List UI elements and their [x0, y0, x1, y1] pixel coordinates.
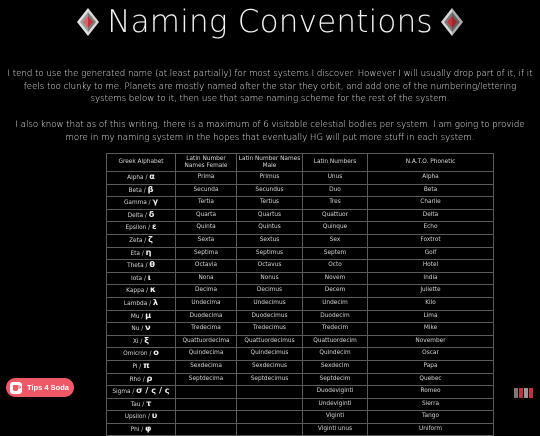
nato-cell: Kilo — [368, 297, 494, 310]
table-row — [107, 297, 494, 310]
greek-name: Beta / — [128, 187, 146, 194]
nato-cell: Tango — [368, 411, 494, 424]
greek-cell — [107, 386, 176, 399]
greek-cell — [107, 172, 176, 185]
number-cell: Septdecim — [303, 373, 368, 386]
male-cell: Duodecimus — [237, 310, 303, 323]
greek-cell — [107, 285, 176, 298]
greek-cell — [107, 184, 176, 197]
table-row — [107, 184, 494, 197]
female-cell — [176, 423, 237, 436]
greek-cell — [107, 323, 176, 336]
greek-symbol: σ / ς / ς — [136, 385, 170, 396]
nato-cell: Romeo — [368, 386, 494, 399]
greek-symbol: π — [143, 359, 150, 370]
female-cell: Duodecima — [176, 310, 237, 323]
nato-cell: India — [368, 272, 494, 285]
greek-cell — [107, 209, 176, 222]
greek-cell — [107, 197, 176, 210]
note-paragraph: I also know that as of this writing, there is a maximum of 6 visitable celestial bodies per system. I am going to provide more in my naming system in the hopes that eventually HG will put more stuff in each system. — [15, 120, 525, 143]
greek-symbol: θ — [149, 259, 155, 270]
female-cell: Quindecima — [176, 348, 237, 361]
male-cell: Quintus — [237, 222, 303, 235]
intro-paragraph: I tend to use the generated name (at least partially) for most systems I discover. However I will usually drop part of it, if it feels too clunky to me. Planets are mostly named after the star they orbit, and add one of the numbering/lettering systems below to it, then use that same naming scheme for the rest of the system. — [7, 69, 533, 105]
tips-for-soda-button[interactable] — [6, 378, 74, 397]
table-row — [107, 222, 494, 235]
greek-name: Kappa / — [126, 288, 149, 295]
number-cell: Quattuordecim — [303, 335, 368, 348]
greek-symbol: β — [147, 183, 154, 194]
greek-name: Sigma / — [112, 389, 135, 396]
greek-name: Xi / — [132, 338, 143, 345]
greek-symbol: α — [149, 171, 155, 181]
greek-name: Pi / — [132, 363, 142, 370]
greek-cell — [107, 260, 176, 273]
greek-cell — [107, 411, 176, 424]
greek-name: Upsilon / — [124, 414, 150, 421]
male-cell — [237, 398, 303, 411]
number-cell: Tredecim — [303, 323, 368, 336]
greek-cell — [107, 360, 176, 373]
number-cell: Tres — [303, 197, 368, 210]
greek-cell — [107, 297, 176, 310]
greek-name: Alpha / — [127, 175, 148, 181]
greek-name: Rho / — [129, 376, 145, 383]
female-cell: Sexta — [176, 234, 237, 247]
female-cell: Octavia — [176, 260, 237, 273]
female-cell: Nona — [176, 272, 237, 285]
number-cell: Duo — [303, 184, 368, 197]
greek-cell — [107, 423, 176, 436]
table-row — [107, 411, 494, 424]
table-row — [107, 386, 494, 399]
number-cell: Septem — [303, 247, 368, 260]
greek-symbol: η — [145, 246, 152, 257]
naming-table — [106, 153, 494, 436]
greek-symbol: μ — [145, 309, 152, 320]
nato-cell: Mike — [368, 323, 494, 336]
column-header-numbers: Latin Numbers — [303, 154, 368, 172]
female-cell: Tredecima — [176, 323, 237, 336]
number-cell: Undecim — [303, 297, 368, 310]
greek-symbol: ρ — [146, 372, 153, 383]
female-cell: Septdecima — [176, 373, 237, 386]
number-cell: Quinque — [303, 222, 368, 235]
male-cell — [237, 411, 303, 424]
table-row — [107, 348, 494, 361]
nato-cell: Delta — [368, 209, 494, 222]
female-cell: Quattuordecima — [176, 335, 237, 348]
male-cell — [237, 423, 303, 436]
greek-name: Epsilon / — [125, 225, 151, 232]
greek-name: Theta / — [127, 263, 148, 270]
greek-cell — [107, 247, 176, 260]
greek-symbol: ο — [153, 347, 159, 358]
greek-name: Zeta / — [129, 237, 147, 244]
greek-cell — [107, 373, 176, 386]
male-cell: Quindecimus — [237, 348, 303, 361]
greek-name: Delta / — [127, 212, 147, 219]
table-row — [107, 373, 494, 386]
nato-cell: November — [368, 335, 494, 348]
table-row — [107, 310, 494, 323]
nato-cell: Uniform — [368, 423, 494, 436]
female-cell: Quinta — [176, 222, 237, 235]
female-cell: Decima — [176, 285, 237, 298]
table-row — [107, 398, 494, 411]
number-cell: Duodeviginti — [303, 386, 368, 399]
table-row — [107, 360, 494, 373]
male-cell: Tredecimus — [237, 323, 303, 336]
greek-name: Gamma / — [123, 200, 151, 207]
male-cell: Primus — [237, 172, 303, 185]
greek-symbol: κ — [149, 284, 156, 295]
greek-name: Iota / — [131, 275, 146, 282]
female-cell: Septima — [176, 247, 237, 260]
nato-cell: Foxtrot — [368, 234, 494, 247]
column-header-greek: Greek Alphabet — [107, 154, 176, 172]
greek-symbol: ε — [151, 221, 157, 232]
female-cell: Secunda — [176, 184, 237, 197]
diamond-ornament-icon — [439, 7, 465, 37]
table-row — [107, 285, 494, 298]
number-cell: Viginti — [303, 411, 368, 424]
female-cell — [176, 398, 237, 411]
tips-cup-icon — [10, 382, 22, 394]
number-cell: Quindecim — [303, 348, 368, 361]
greek-name: Mu / — [130, 313, 144, 320]
greek-symbol: ι — [147, 271, 151, 282]
table-header-row — [107, 154, 494, 172]
tips-button-label: Tips 4 Soda — [27, 383, 69, 392]
male-cell: Sexdecimus — [237, 360, 303, 373]
greek-symbol: υ — [151, 410, 158, 421]
greek-cell — [107, 222, 176, 235]
male-cell: Septdecimus — [237, 373, 303, 386]
nato-cell: Papa — [368, 360, 494, 373]
greek-symbol: ξ — [144, 334, 150, 345]
column-header-male: Latin Number Names Male — [237, 154, 303, 172]
greek-symbol: γ — [152, 196, 159, 207]
male-cell: Sextus — [237, 234, 303, 247]
male-cell — [237, 386, 303, 399]
greek-symbol: ζ — [148, 233, 153, 244]
number-cell: Octo — [303, 260, 368, 273]
male-cell: Octavus — [237, 260, 303, 273]
greek-name: Phi / — [130, 426, 144, 433]
table-row — [107, 260, 494, 273]
greek-name: Nu / — [131, 326, 144, 333]
male-cell: Undecimus — [237, 297, 303, 310]
number-cell: Undeviginti — [303, 398, 368, 411]
male-cell: Septimus — [237, 247, 303, 260]
greek-symbol: λ — [152, 296, 159, 307]
number-cell: Decem — [303, 285, 368, 298]
table-row — [107, 197, 494, 210]
greek-name: Eta / — [130, 250, 144, 257]
male-cell: Secundus — [237, 184, 303, 197]
male-cell: Quartus — [237, 209, 303, 222]
greek-symbol: δ — [148, 208, 155, 219]
greek-cell — [107, 234, 176, 247]
table-row — [107, 423, 494, 436]
greek-cell — [107, 272, 176, 285]
number-cell: Duodecim — [303, 310, 368, 323]
number-cell: Viginti unus — [303, 423, 368, 436]
greek-name: Tau / — [130, 401, 145, 408]
greek-cell — [107, 348, 176, 361]
nato-cell: Sierra — [368, 398, 494, 411]
nato-cell: Charlie — [368, 197, 494, 210]
nato-cell: Quebec — [368, 373, 494, 386]
table-row — [107, 234, 494, 247]
nato-cell: Alpha — [368, 172, 494, 185]
number-cell: Novem — [303, 272, 368, 285]
title-row — [0, 2, 540, 42]
greek-cell — [107, 335, 176, 348]
female-cell: Quarta — [176, 209, 237, 222]
greek-name: Omicron / — [123, 351, 152, 358]
number-cell: Sexdecim — [303, 360, 368, 373]
table-row — [107, 272, 494, 285]
male-cell: Tertius — [237, 197, 303, 210]
column-header-nato: N.A.T.O. Phonetic — [368, 154, 494, 172]
page-title: Naming Conventions — [107, 4, 433, 40]
greek-symbol: φ — [145, 422, 152, 433]
female-cell: Prima — [176, 172, 237, 185]
greek-cell — [107, 398, 176, 411]
diamond-ornament-icon — [75, 7, 101, 37]
column-header-female: Latin Number Names Female — [176, 154, 237, 172]
female-cell — [176, 411, 237, 424]
nato-cell: Oscar — [368, 348, 494, 361]
male-cell: Nonus — [237, 272, 303, 285]
table-row — [107, 209, 494, 222]
number-cell: Sex — [303, 234, 368, 247]
nato-cell: Beta — [368, 184, 494, 197]
table-row — [107, 335, 494, 348]
site-logo-icon[interactable] — [514, 387, 534, 399]
nato-cell: Golf — [368, 247, 494, 260]
female-cell — [176, 386, 237, 399]
nato-cell: Lima — [368, 310, 494, 323]
greek-name: Lambda / — [123, 300, 152, 307]
greek-symbol: τ — [146, 397, 152, 408]
nato-cell: Hotel — [368, 260, 494, 273]
greek-cell — [107, 310, 176, 323]
male-cell: Decimus — [237, 285, 303, 298]
female-cell: Undecima — [176, 297, 237, 310]
number-cell: Quattuor — [303, 209, 368, 222]
number-cell: Unus — [303, 172, 368, 185]
greek-symbol: ν — [145, 322, 151, 333]
nato-cell: Juliette — [368, 285, 494, 298]
male-cell: Quattuordecimus — [237, 335, 303, 348]
table-row — [107, 247, 494, 260]
table-row — [107, 323, 494, 336]
table-row — [107, 172, 494, 185]
female-cell: Sexdecima — [176, 360, 237, 373]
female-cell: Tertia — [176, 197, 237, 210]
nato-cell: Echo — [368, 222, 494, 235]
